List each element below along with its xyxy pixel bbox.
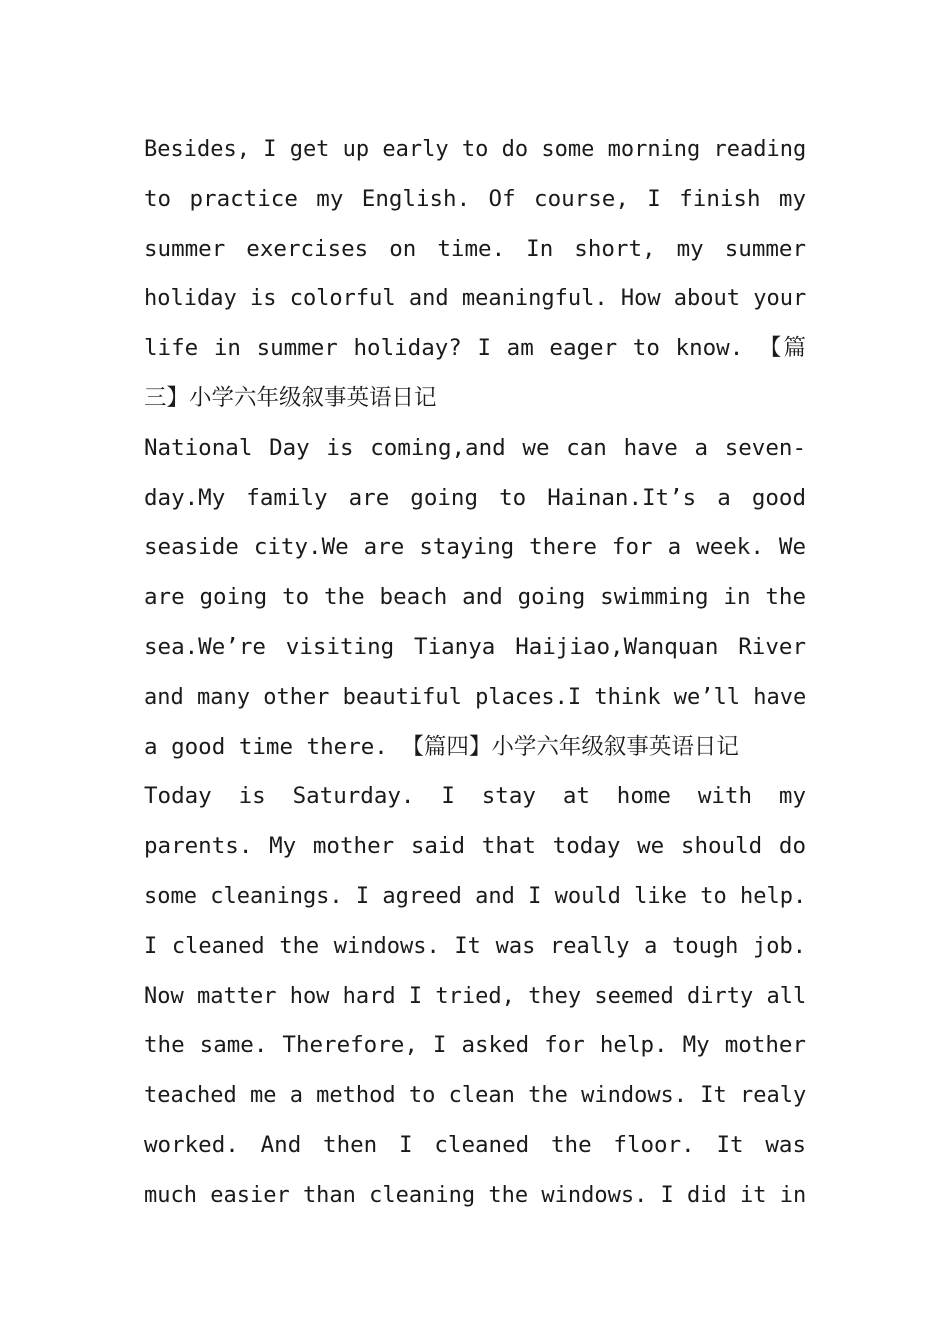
text-line-4: holiday is colorful and meaningful. How about your <box>144 286 806 312</box>
section-heading-4: a good time there. 【篇四】小学六年级叙事英语日记 <box>144 733 739 760</box>
document-body <box>144 125 806 1221</box>
text-line-9: seaside city.We are staying there for a week. We <box>144 534 806 561</box>
text-line-22: much easier than cleaning the windows. I did it in <box>144 1182 806 1208</box>
section-heading-3: 三】小学六年级叙事英语日记 <box>144 384 437 411</box>
text-line-18: Now matter how hard I tried, they seemed dirty all <box>144 983 806 1009</box>
text-line-15: parents. My mother said that today we should do <box>144 833 806 860</box>
text-line-5: life in summer holiday? I am eager to know. 【篇 <box>144 335 806 362</box>
text-line-3: summer exercises on time. In short, my summer <box>144 235 806 262</box>
text-line-12: and many other beautiful places.I think we’ll have <box>144 684 806 710</box>
text-line-1: Besides, I get up early to do some morning reading <box>144 137 806 162</box>
text-line-11: sea.We’re visiting Tianya Haijiao,Wanquan River <box>144 633 806 660</box>
text-line-2: to practice my English. Of course, I finish my <box>144 185 806 212</box>
text-line-14: Today is Saturday. I stay at home with my <box>144 783 806 810</box>
text-line-21: worked. And then I cleaned the floor. It was <box>144 1131 806 1158</box>
text-line-10: are going to the beach and going swimming in the <box>144 584 806 611</box>
text-line-7: National Day is coming,and we can have a seven- <box>144 434 806 461</box>
text-line-17: I cleaned the windows. It was really a tough job. <box>144 933 806 959</box>
text-line-8: day.My family are going to Hainan.It’s a good <box>144 484 806 511</box>
text-line-19: the same. Therefore, I asked for help. My mother <box>144 1032 806 1059</box>
text-line-20: teached me a method to clean the windows. It realy <box>144 1083 806 1109</box>
text-line-16: some cleanings. I agreed and I would like to help. <box>144 883 806 909</box>
